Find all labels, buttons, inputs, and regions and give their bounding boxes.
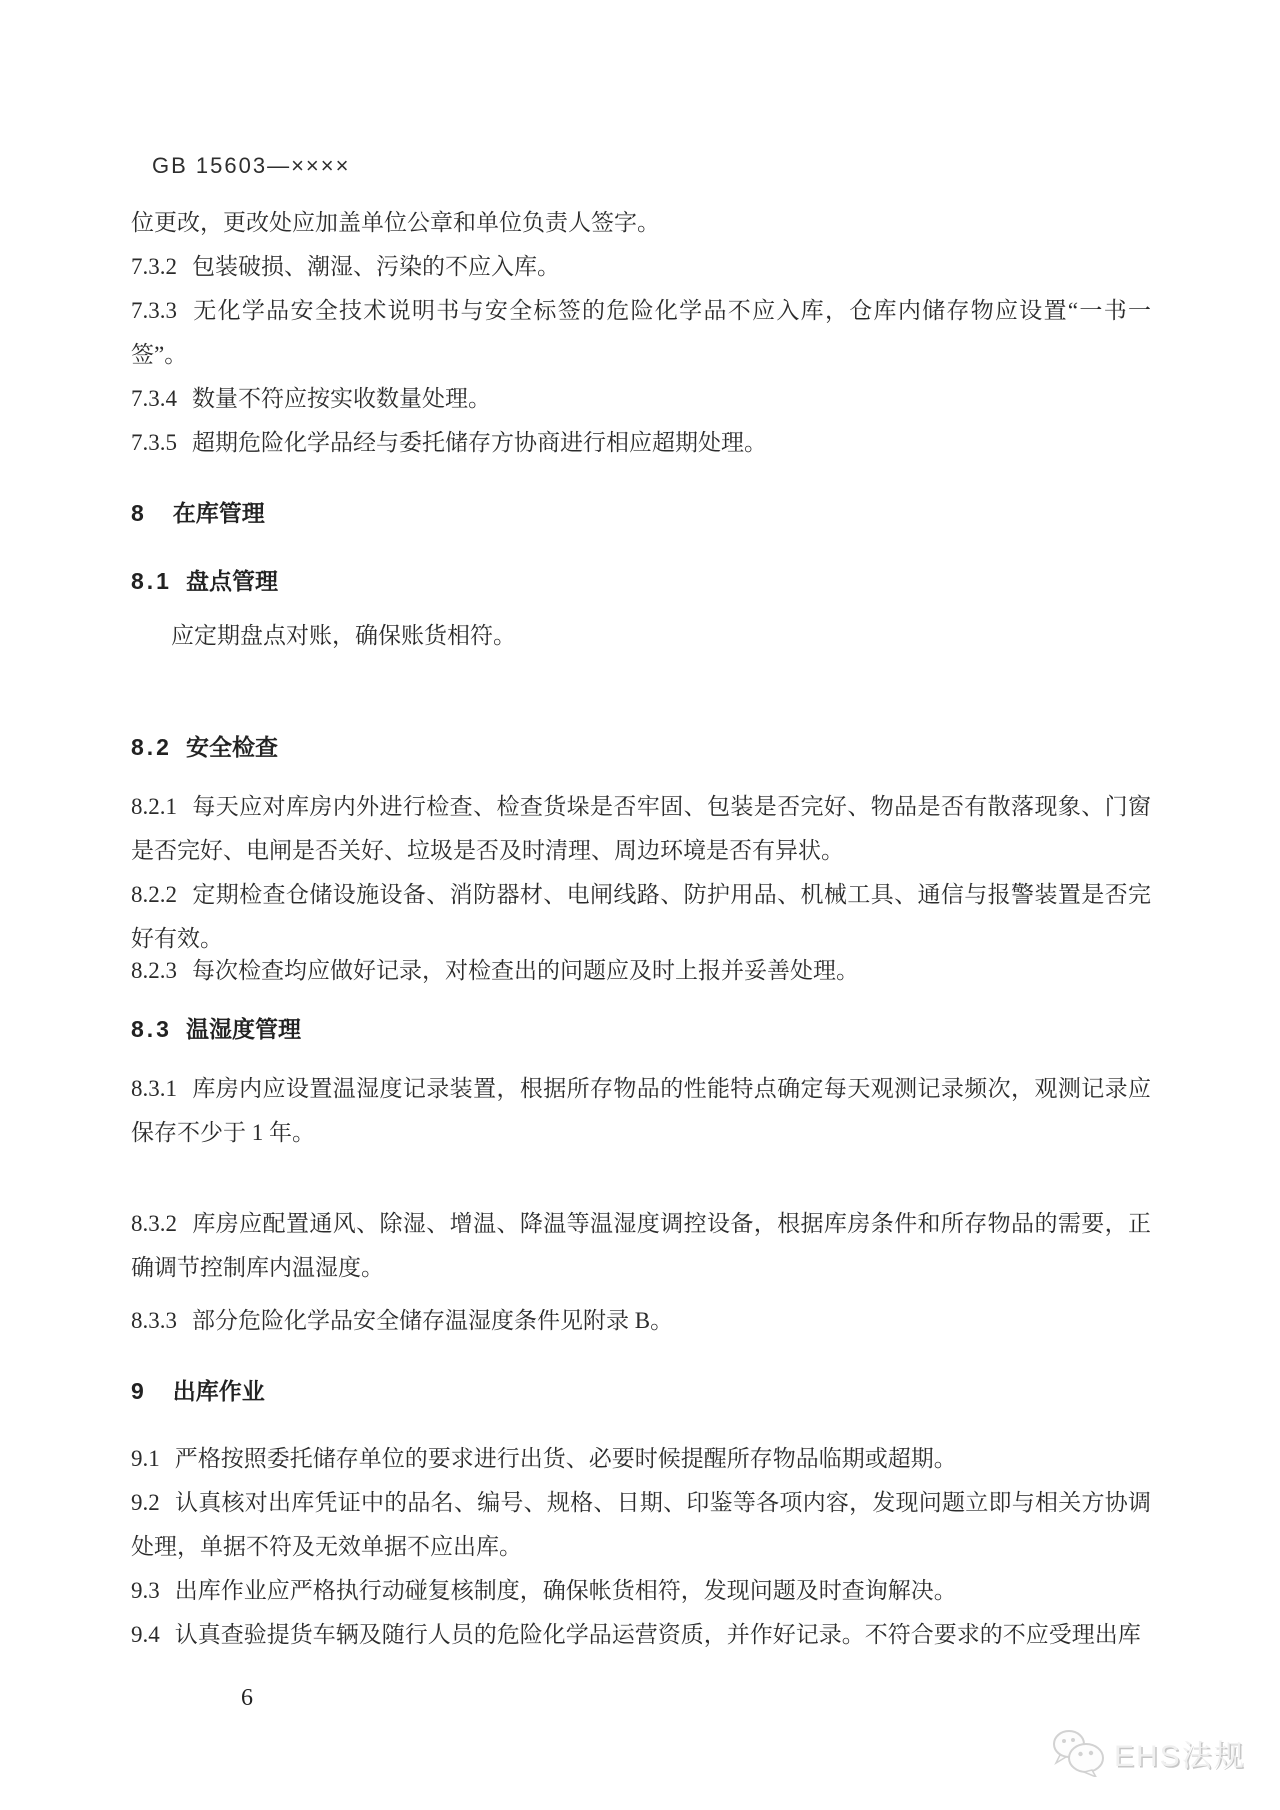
clause-text: 定期检查仓储设施设备、消防器材、电闸线路、防护用品、机械工具、通信与报警装置是否完好有效。 (131, 882, 1151, 951)
clause-number: 8.2.1 (131, 794, 177, 819)
clause-text: 每次检查均应做好记录，对检查出的问题应及时上报并妥善处理。 (192, 958, 859, 983)
subsection-heading (131, 1007, 1151, 1051)
clause-number: 9.4 (131, 1622, 160, 1647)
clause-text: 包装破损、潮湿、污染的不应入库。 (192, 254, 560, 279)
clause-text: 库房内应设置温湿度记录装置，根据所存物品的性能特点确定每天观测记录频次，观测记录应保存不少于 1 年。 (131, 1076, 1151, 1145)
clause-number: 7.3.4 (131, 386, 177, 411)
clause-paragraph (131, 785, 1151, 873)
clause-text: 无化学品安全技术说明书与安全标签的危险化学品不应入库，仓库内储存物应设置“一书一签”。 (131, 298, 1151, 367)
document-body (131, 201, 1151, 1657)
indented-paragraph (131, 614, 1151, 658)
clause-paragraph (131, 949, 1151, 993)
page-number: 6 (241, 1685, 253, 1711)
clause-text: 位更改，更改处应加盖单位公章和单位负责人签字。 (131, 210, 660, 235)
clause-text: 盘点管理 (185, 568, 278, 594)
clause-number: 8.3 (131, 1016, 172, 1042)
subsection-heading (131, 725, 1151, 769)
clause-number: 7.3.5 (131, 430, 177, 455)
wechat-icon (1048, 1729, 1108, 1777)
document-header: GB 15603—×××× (152, 153, 351, 178)
clause-paragraph (131, 1299, 1151, 1343)
clause-number: 9.1 (131, 1446, 160, 1471)
clause-text: 库房应配置通风、除湿、增温、降温等温湿度调控设备，根据库房条件和所存物品的需要，正确调节控制库内温湿度。 (131, 1211, 1151, 1280)
clause-text: 安全检查 (185, 734, 278, 760)
clause-paragraph (131, 245, 1151, 289)
clause-text: 每天应对库房内外进行检查、检查货垛是否牢固、包装是否完好、物品是否有散落现象、门窗是否完好、电闸是否关好、垃圾是否及时清理、周边环境是否有异状。 (131, 794, 1151, 863)
clause-paragraph (131, 1613, 1151, 1657)
clause-number: 9 (131, 1378, 144, 1404)
clause-paragraph (131, 289, 1151, 377)
watermark (1048, 1729, 1246, 1777)
clause-text: 数量不符应按实收数量处理。 (192, 386, 491, 411)
clause-number: 8.3.3 (131, 1308, 177, 1333)
subsection-heading (131, 559, 1151, 603)
clause-paragraph (131, 1481, 1151, 1569)
clause-number: 7.3.3 (131, 298, 177, 323)
clause-text: 认真核对出库凭证中的品名、编号、规格、日期、印鉴等各项内容，发现问题立即与相关方协调处理，单据不符及无效单据不应出库。 (131, 1490, 1151, 1559)
clause-paragraph (131, 1067, 1151, 1155)
clause-number: 8.2.3 (131, 958, 177, 983)
clause-text: 超期危险化学品经与委托储存方协商进行相应超期处理。 (192, 430, 767, 455)
watermark-text: EHS法规 (1114, 1740, 1246, 1773)
section-heading (131, 1369, 1151, 1413)
clause-number: 8.1 (131, 568, 172, 594)
clause-text: 严格按照委托储存单位的要求进行出货、必要时候提醒所存物品临期或超期。 (174, 1446, 957, 1471)
clause-text: 温湿度管理 (185, 1016, 301, 1042)
section-heading (131, 491, 1151, 535)
clause-text: 出库作业 (172, 1378, 265, 1404)
clause-paragraph (131, 1202, 1151, 1290)
clause-paragraph (131, 201, 1151, 245)
clause-paragraph (131, 377, 1151, 421)
clause-number: 8.3.1 (131, 1076, 177, 1101)
clause-number: 8.2 (131, 734, 172, 760)
clause-number: 8 (131, 500, 144, 526)
clause-text: 认真查验提货车辆及随行人员的危险化学品运营资质，并作好记录。不符合要求的不应受理出库 (174, 1622, 1141, 1647)
clause-number: 7.3.2 (131, 254, 177, 279)
clause-number: 8.2.2 (131, 882, 177, 907)
clause-text: 部分危险化学品安全储存温湿度条件见附录 B。 (192, 1308, 674, 1333)
clause-text: 在库管理 (172, 500, 265, 526)
clause-text: 应定期盘点对账，确保账货相符。 (171, 623, 516, 648)
clause-paragraph (131, 873, 1151, 961)
clause-paragraph (131, 1569, 1151, 1613)
clause-number: 8.3.2 (131, 1211, 177, 1236)
clause-number: 9.3 (131, 1578, 160, 1603)
clause-paragraph (131, 421, 1151, 465)
clause-text: 出库作业应严格执行动碰复核制度，确保帐货相符，发现问题及时查询解决。 (174, 1578, 957, 1603)
clause-number: 9.2 (131, 1490, 160, 1515)
clause-paragraph (131, 1437, 1151, 1481)
